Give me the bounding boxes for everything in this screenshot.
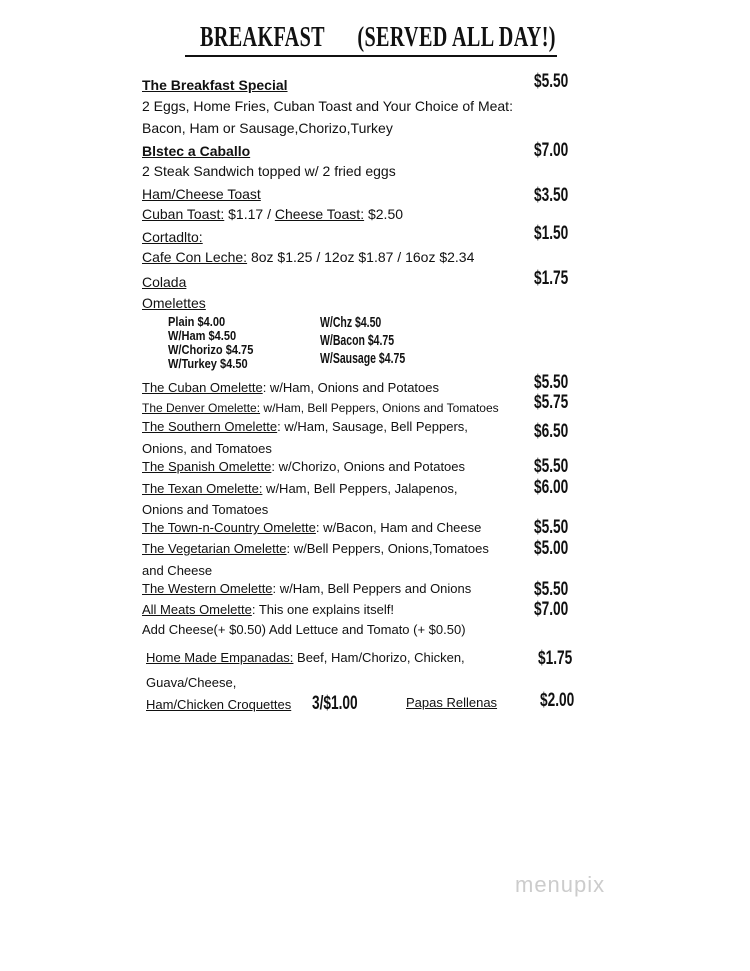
- item-price: $5.75: [534, 392, 569, 413]
- omelette-item: The Texan Omelette: w/Ham, Bell Peppers, Jalapenos,: [142, 481, 458, 496]
- item-name: Colada: [142, 274, 187, 290]
- item-price: 3/$1.00: [312, 693, 358, 714]
- item-price: $2.00: [540, 690, 575, 711]
- item-desc: Onions, and Tomatoes: [142, 441, 272, 456]
- item-desc: 2 Eggs, Home Fries, Cuban Toast and Your Choice of Meat:: [142, 98, 513, 114]
- item-desc: and Cheese: [142, 563, 213, 578]
- item-price: $5.50: [534, 71, 569, 92]
- item-desc: Bacon, Ham or Sausage,Chorizo,Turkey: [142, 120, 393, 136]
- empanadas-item: Home Made Empanadas: Beef, Ham/Chorizo, Chicken,: [146, 650, 465, 665]
- item-desc: 2 Steak Sandwich topped w/ 2 fried eggs: [142, 163, 396, 179]
- omelette-item: All Meats Omelette: This one explains itself!: [142, 602, 394, 617]
- omelette-item: The Cuban Omelette: w/Ham, Onions and Potatoes: [142, 380, 439, 395]
- item-price: $5.50: [534, 372, 569, 393]
- omelette-item: The Vegetarian Omelette: w/Bell Peppers, Onions,Tomatoes: [142, 541, 489, 556]
- item-price: $5.00: [534, 538, 569, 559]
- omelette-option: Plain $4.00: [168, 314, 226, 329]
- omelette-option: W/Chorizo $4.75: [168, 342, 254, 357]
- omelette-option: W/Chz $4.50: [320, 314, 382, 331]
- omelette-item: The Western Omelette: w/Ham, Bell Peppers and Onions: [142, 581, 472, 596]
- item-name: Ham/Chicken Croquettes: [146, 697, 292, 712]
- omelette-item: The Town-n-Country Omelette: w/Bacon, Ham and Cheese: [142, 520, 482, 535]
- item-name: The Breakfast Special: [142, 77, 288, 93]
- addons-note: Add Cheese(+ $0.50) Add Lettuce and Tomato (+ $0.50): [142, 622, 466, 637]
- leche-line: Cafe Con Leche: 8oz $1.25 / 12oz $1.87 / 16oz $2.34: [142, 249, 475, 265]
- omelette-item: The Spanish Omelette: w/Chorizo, Onions and Potatoes: [142, 459, 466, 474]
- item-price: $1.50: [534, 223, 569, 244]
- omelettes-heading: Omelettes: [142, 295, 206, 311]
- item-price: $3.50: [534, 185, 569, 206]
- item-price: $7.00: [534, 140, 569, 161]
- item-name: Blstec a Caballo: [142, 143, 251, 159]
- omelette-option: W/Ham $4.50: [168, 328, 237, 343]
- item-desc: Guava/Cheese,: [146, 675, 237, 690]
- omelette-option: W/Turkey $4.50: [168, 356, 248, 371]
- title-rule: [185, 55, 557, 57]
- item-desc: Onions and Tomatoes: [142, 502, 269, 517]
- omelette-option: W/Sausage $4.75: [320, 350, 406, 367]
- item-price: $6.50: [534, 421, 569, 442]
- item-price: $7.00: [534, 599, 569, 620]
- item-price: $5.50: [534, 456, 569, 477]
- item-name: Ham/Cheese Toast: [142, 186, 261, 202]
- item-name: Cortadlto:: [142, 229, 203, 245]
- watermark-logo: menupix: [515, 872, 606, 897]
- toast-line: Cuban Toast: $1.17 / Cheese Toast: $2.50: [142, 206, 404, 222]
- omelette-item: The Southern Omelette: w/Ham, Sausage, Bell Peppers,: [142, 419, 468, 434]
- item-price: $5.50: [534, 579, 569, 600]
- item-price: $1.75: [538, 648, 573, 669]
- omelette-item: The Denver Omelette: w/Ham, Bell Peppers, Onions and Tomatoes: [142, 401, 499, 415]
- item-name: Papas Rellenas: [406, 695, 498, 710]
- item-price: $6.00: [534, 477, 569, 498]
- item-price: $5.50: [534, 517, 569, 538]
- omelette-option: W/Bacon $4.75: [320, 332, 395, 349]
- menu-title: BREAKFAST (SERVED ALL DAY!): [200, 22, 556, 53]
- item-price: $1.75: [534, 268, 569, 289]
